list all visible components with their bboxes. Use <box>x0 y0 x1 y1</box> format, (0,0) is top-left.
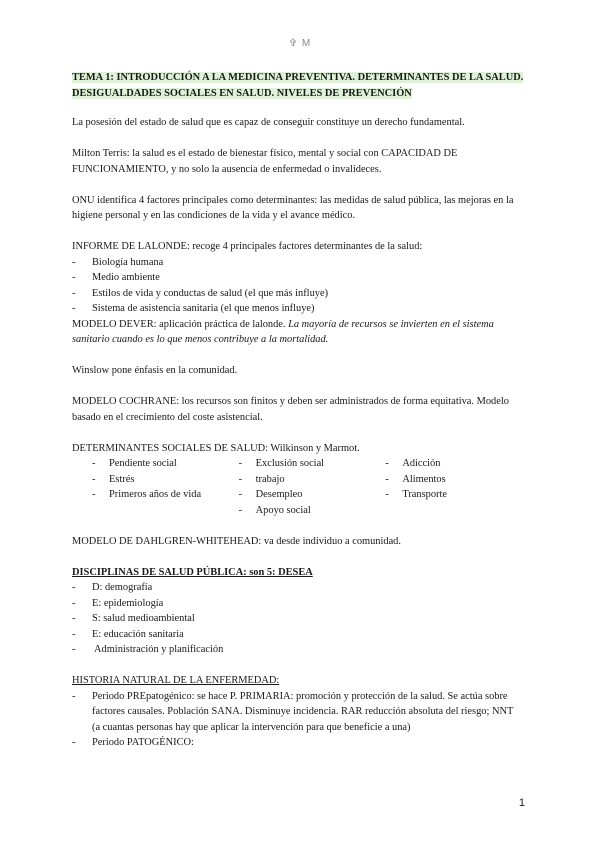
list-item: - Medio ambiente <box>92 270 532 286</box>
list-item: - Primeros años de vida <box>109 487 219 503</box>
column-3 <box>385 456 532 518</box>
paragraph-dever <box>72 317 532 348</box>
social-determinants-intro: DETERMINANTES SOCIALES DE SALUD: Wilkinson y Marmot. <box>72 442 360 454</box>
paragraph-derecho: La posesión del estado de salud que es capaz de conseguir constituye un derecho fundamental. <box>72 117 465 128</box>
list-item: - Exclusión social <box>256 456 386 472</box>
lalonde-intro: INFORME DE LALONDE: recoge 4 principales factores determinantes de la salud: <box>72 241 423 252</box>
historia-heading: HISTORIA NATURAL DE LA ENFERMEDAD: <box>72 675 280 686</box>
list-item: - Pendiente social <box>109 456 219 472</box>
page-number: 1 <box>518 797 525 809</box>
dever-text: MODELO DEVER: aplicación práctica de lalonde. <box>72 318 289 330</box>
disciplinas-heading: DISCIPLINAS DE SALUD PÚBLICA: son 5: DESEA <box>72 566 313 578</box>
list-item: - Estrés <box>109 472 219 488</box>
title-block <box>72 70 532 101</box>
list-item: - Administración y planificación <box>92 642 532 658</box>
paragraph-milton-terris: Milton Terris: la salud es el estado de bienestar físico, mental y social con CAPACIDAD DE FUNCIONAMIENTO, y no solo la ausencia de enfermedad o invalideces. <box>72 148 458 175</box>
list-item: - Alimentos <box>402 472 532 488</box>
list-item: - Adicción <box>402 456 532 472</box>
list-item: - E: epidemiología <box>92 596 532 612</box>
paragraph-dahlgren: MODELO DE DAHLGREN-WHITEHEAD: va desde individuo a comunidad. <box>72 535 401 547</box>
list-item: - Estilos de vida y conductas de salud (el que más influye) <box>92 286 532 302</box>
column-2-list <box>239 456 386 518</box>
column-1-list <box>92 456 239 503</box>
lalonde-list <box>72 255 532 317</box>
column-2 <box>239 456 386 518</box>
list-item: - E: educación sanitaria <box>92 627 532 643</box>
dever-italic: La mayoría de recursos se invierten en el sistema sanitario cuando es lo que menos contribuye a la mortalidad. <box>72 318 494 345</box>
list-item: - S: salud medioambiental <box>92 611 532 627</box>
document-body <box>72 70 532 751</box>
list-item: - Sistema de asistencia sanitaria (el que menos influye) <box>92 301 532 317</box>
document-title: TEMA 1: INTRODUCCIÓN A LA MEDICINA PREVENTIVA. DETERMINANTES DE LA SALUD. DESIGUALDADES SOCIALES EN SALUD. NIVELES DE PREVENCIÓN <box>72 72 524 99</box>
column-1 <box>92 456 239 518</box>
list-item: - Biología humana <box>92 255 532 271</box>
list-item: - trabajo <box>256 472 386 488</box>
list-item: - D: demografía <box>92 580 532 596</box>
list-item: - Periodo PATOGÉNICO: <box>92 735 522 751</box>
paragraph-winslow: Winslow pone énfasis en la comunidad. <box>72 365 238 376</box>
list-item: - Desempleo <box>256 487 386 503</box>
historia-list <box>72 689 532 751</box>
paragraph-onu: ONU identifica 4 factores principales como determinantes: las medidas de salud pública, las mejoras en la higiene personal y en las condiciones de la vida y el avance médico. <box>72 194 514 221</box>
column-3-list <box>385 456 532 503</box>
disciplinas-list <box>72 580 532 658</box>
page-header: ✞ M <box>288 38 312 49</box>
social-determinants-columns <box>72 456 532 518</box>
list-item: - Transporte <box>402 487 532 503</box>
list-item: - Apoyo social <box>256 503 386 519</box>
paragraph-cochrane: MODELO COCHRANE: los recursos son finitos y deben ser administrados de forma equitativa. Modelo basado en el crecimiento del coste asistencial. <box>72 396 509 423</box>
list-item: - Periodo PREpatogénico: se hace P. PRIMARIA: promoción y protección de la salud. Se actúa sobre factores causales. Población SANA. Disminuye incidencia. RAR reducción absoluta del riesgo; NNT (a cuantas personas hay que aplicar la intervención para que beneficie a una) <box>92 689 522 736</box>
